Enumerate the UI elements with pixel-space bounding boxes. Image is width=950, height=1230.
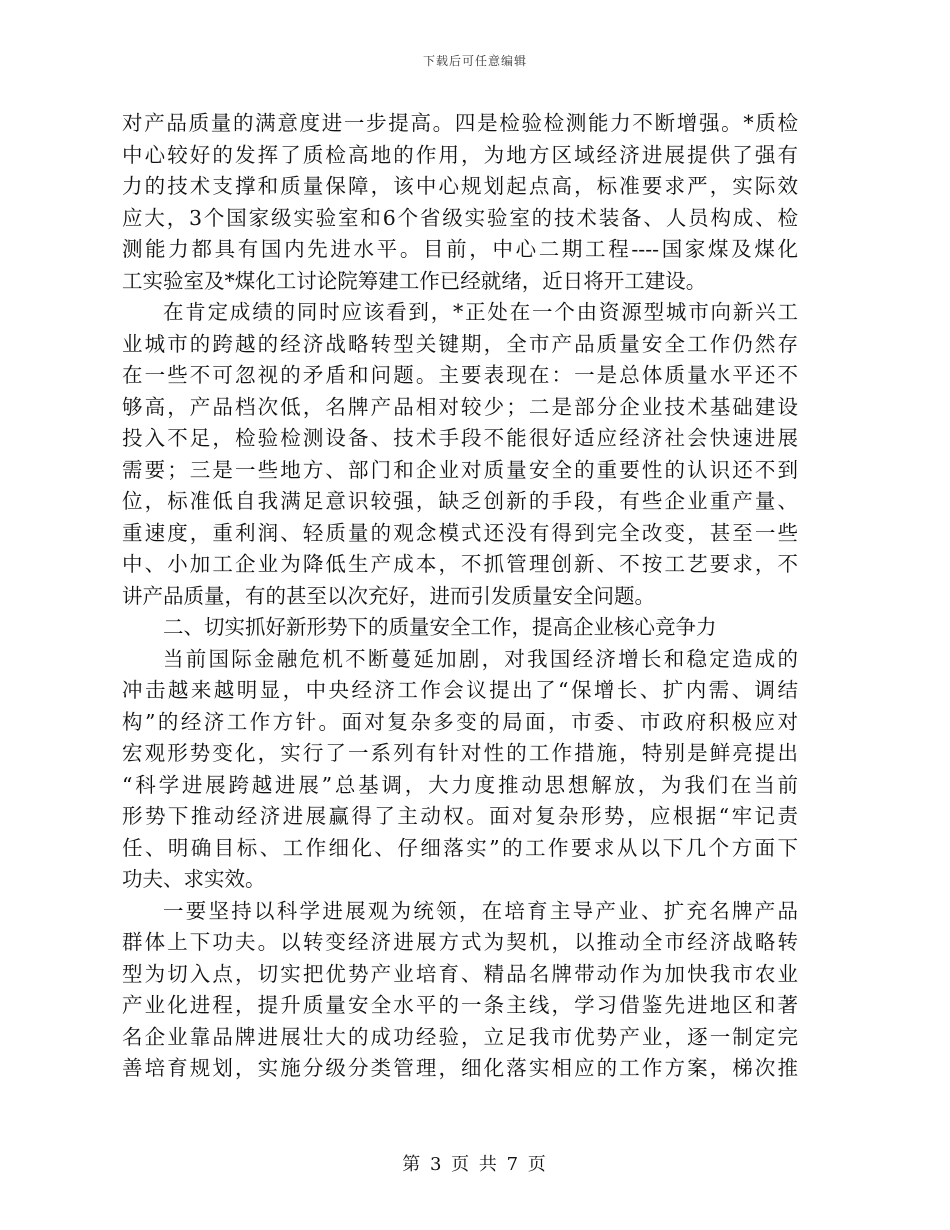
text-line: 工实验室及*煤化工讨论院筹建工作已经就绪，近日将开工建设。	[122, 268, 707, 293]
text-line: 需要；三是一些地方、部门和企业对质量安全的重要性的认识还不到	[122, 457, 798, 482]
text-line: 任、明确目标、工作细化、仔细落实”的工作要求从以下几个方面下	[122, 835, 798, 860]
text-line: 当前国际金融危机不断蔓延加剧，对我国经济增长和稳定造成的	[163, 646, 798, 671]
text-line: 应大，3个国家级实验室和6个省级实验室的技术装备、人员构成、检	[122, 205, 798, 230]
text-line: 产业化进程，提升质量安全水平的一条主线，学习借鉴先进地区和著	[122, 993, 798, 1017]
text-line: 讲产品质量，有的甚至以次充好，进而引发质量安全问题。	[122, 583, 655, 608]
text-line: 群体上下功夫。以转变经济进展方式为契机，以推动全市经济战略转	[122, 930, 798, 954]
text-line: 重速度，重利润、轻质量的观念模式还没有得到完全改变，甚至一些	[122, 520, 798, 545]
text-line: 投入不足，检验检测设备、技术手段不能很好适应经济社会快速进展	[122, 426, 798, 450]
text-line: 对产品质量的满意度进一步提高。四是检验检测能力不断增强。*质检	[122, 111, 798, 135]
text-line: 在肯定成绩的同时应该看到，*正处在一个由资源型城市向新兴工	[163, 300, 798, 324]
text-line: 善培育规划，实施分级分类管理，细化落实相应的工作方案，梯次推	[122, 1056, 798, 1080]
text-line: 一要坚持以科学进展观为统领，在培育主导产业、扩充名牌产品	[163, 898, 798, 923]
text-line: 型为切入点，切实把优势产业培育、精品名牌带动作为加快我市农业	[122, 961, 798, 986]
text-line: 形势下推动经济进展赢得了主动权。面对复杂形势，应根据“牢记责	[122, 804, 798, 828]
text-line: 中、小加工企业为降低生产成本，不抓管理创新、不按工艺要求，不	[122, 552, 798, 576]
text-line: 力的技术支撑和质量保障，该中心规划起点高，标准要求严，实际效	[122, 174, 798, 198]
text-line: 位，标准低自我满足意识较强，缺乏创新的手段，有些企业重产量、	[122, 489, 798, 513]
text-line: 冲击越来越明显，中央经济工作会议提出了“保增长、扩内需、调结	[122, 678, 798, 702]
text-line: 测能力都具有国内先进水平。目前，中心二期工程----国家煤及煤化	[122, 237, 798, 261]
page-header: 下载后可任意编辑	[422, 54, 527, 68]
text-line: 构”的经济工作方针。面对复杂多变的局面，市委、市政府积极应对	[122, 709, 798, 734]
document-body	[122, 108, 798, 1085]
text-line: 功夫、求实效。	[122, 867, 266, 891]
text-line: “科学进展跨越进展”总基调，大力度推动思想解放，为我们在当前	[122, 772, 798, 797]
text-line: 名企业靠品牌进展壮大的成功经验，立足我市优势产业，逐一制定完	[122, 1024, 798, 1049]
text-line: 宏观形势变化，实行了一系列有针对性的工作措施，特别是鲜亮提出	[122, 741, 798, 765]
text-line: 业城市的跨越的经济战略转型关键期，全市产品质量安全工作仍然存	[122, 331, 798, 356]
page-number: 第 3 页 共 7 页	[402, 1154, 548, 1175]
text-line: 够高，产品档次低，名牌产品相对较少；二是部分企业技术基础建设	[122, 394, 798, 419]
text-line: 中心较好的发挥了质检高地的作用，为地方区域经济进展提供了强有	[122, 142, 798, 167]
text-line: 在一些不可忽视的矛盾和问题。主要表现在：一是总体质量水平还不	[122, 363, 798, 387]
text-line: 二、切实抓好新形势下的质量安全工作，提高企业核心竞争力	[163, 615, 717, 639]
